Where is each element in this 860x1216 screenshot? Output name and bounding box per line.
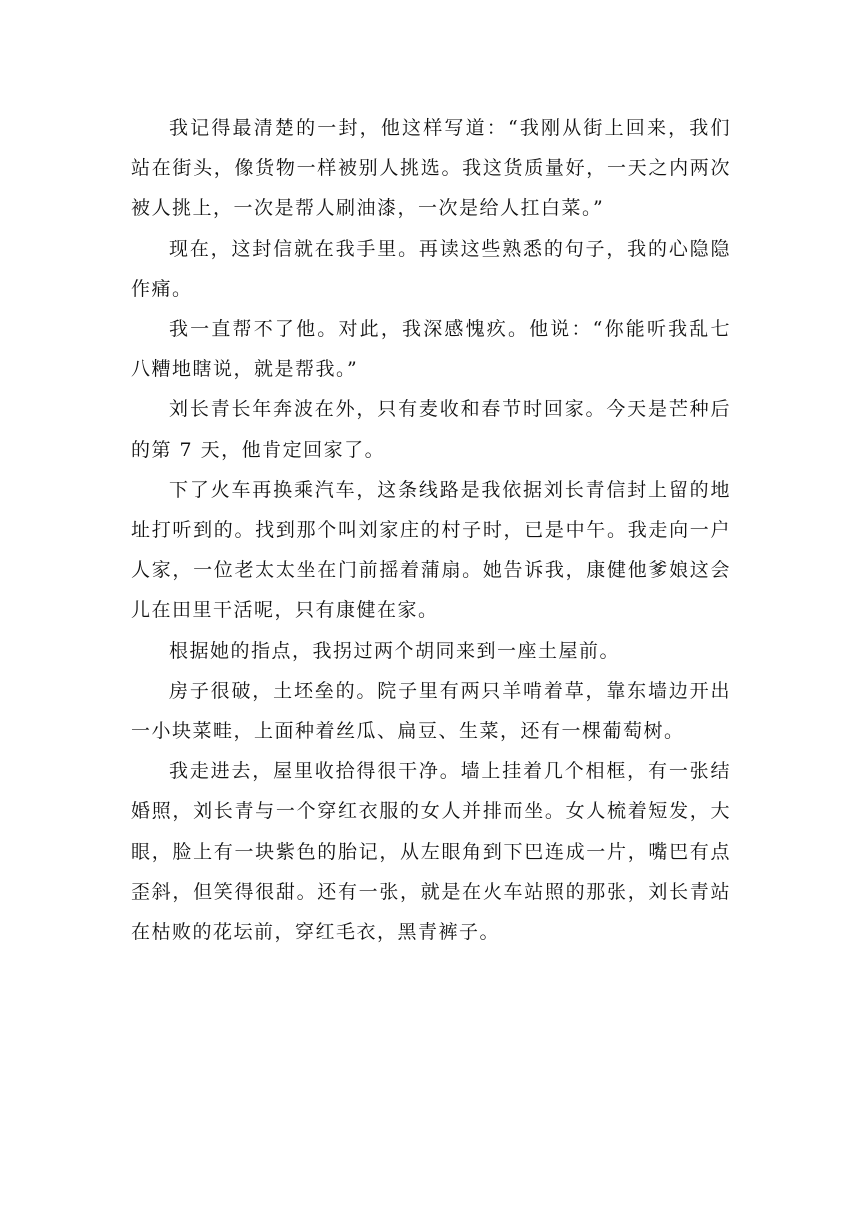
paragraph-1: 我记得最清楚的一封，他这样写道：“我刚从街上回来，我们站在街头，像货物一样被别人挑选。我这货质量好，一天之内两次被人挑上，一次是帮人刷油漆，一次是给人扛白菜。” bbox=[131, 117, 731, 220]
paragraph-2: 现在，这封信就在我手里。再读这些熟悉的句子，我的心隐隐作痛。 bbox=[131, 237, 731, 300]
paragraph-3: 我一直帮不了他。对此，我深感愧疚。他说：“你能听我乱七八糟地瞎说，就是帮我。” bbox=[131, 318, 731, 381]
paragraph-7: 房子很破，土坯垒的。院子里有两只羊啃着草，靠东墙边开出一小块菜畦，上面种着丝瓜、扁豆、生菜，还有一棵葡萄树。 bbox=[131, 679, 731, 743]
paragraph-6: 根据她的指点，我拐过两个胡同来到一座土屋前。 bbox=[169, 639, 621, 662]
paragraph-8: 我走进去，屋里收拾得很干净。墙上挂着几个相框，有一张结婚照，刘长青与一个穿红衣服的女人并排而坐。女人梳着短发，大眼，脸上有一块紫色的胎记，从左眼角到下巴连成一片，嘴巴有点歪斜，但笑得很甜。还有一张，就是在火车站照的那张，刘长青站在枯败的花坛前，穿红毛衣，黑青裤子。 bbox=[131, 760, 731, 944]
paragraph-5: 下了火车再换乘汽车，这条线路是我依据刘长青信封上留的地址打听到的。找到那个叫刘家庄的村子时，已是中午。我走向一户人家，一位老太太坐在门前摇着蒲扇。她告诉我，康健他爹娘这会儿在田里干活呢，只有康健在家。 bbox=[131, 478, 731, 622]
paragraph-4: 刘长青长年奔波在外，只有麦收和春节时回家。今天是芒种后的第 7 天，他肯定回家了。 bbox=[131, 398, 731, 461]
document-body bbox=[131, 108, 731, 952]
